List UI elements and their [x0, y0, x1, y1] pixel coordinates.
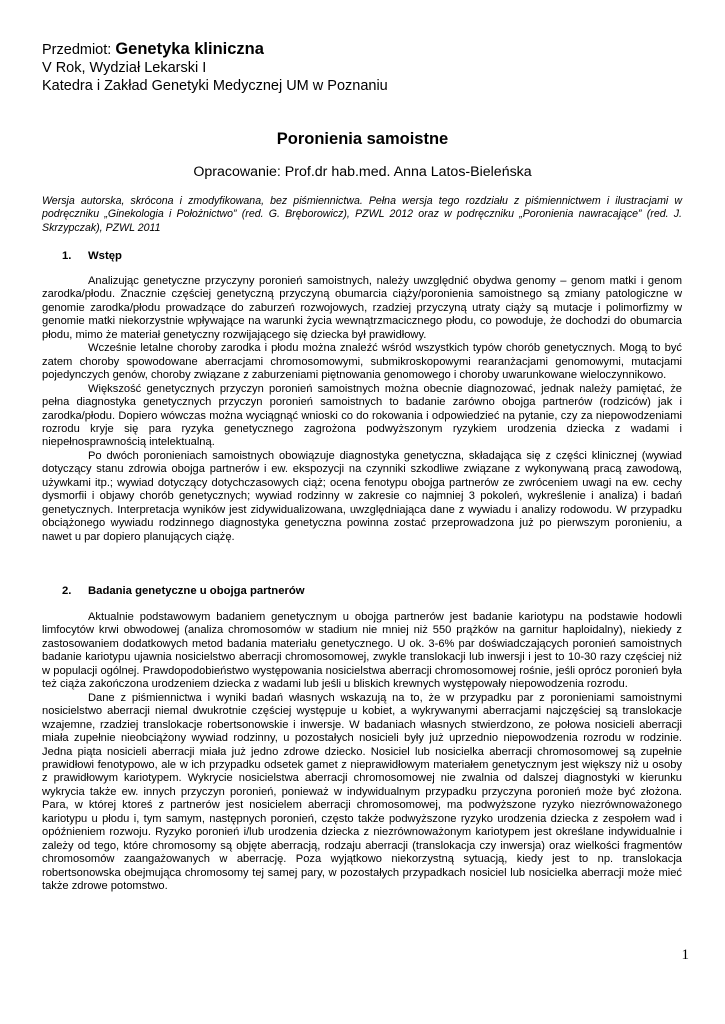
section-body-1: [42, 275, 682, 544]
section-title: Badania genetyczne u obojga partnerów: [88, 585, 305, 597]
page-number: 1: [681, 947, 689, 963]
version-note: Wersja autorska, skrócona i zmodyfikowana, bez piśmiennictwa. Pełna wersja tego rozdziału z piśmiennictwem i ilustracjami w podręczniku „Ginekologia i Położnictwo” (red. G. Bręborowicz), PZWL 2012 oraz w podręczniku „Poronienia nawracające” (red. J. Skrzypczak), PZWL 2011: [42, 195, 682, 234]
year-line: V Rok, Wydział Lekarski I: [42, 60, 207, 76]
section-heading-1: [62, 249, 122, 263]
paragraph: Wcześnie letalne choroby zarodka i płodu można znaleźć wśród wszystkich typów chorób genetycznych. Mogą to być zatem choroby spowodowane aberracjami chromosomowymi, submikroskopowymi rearanżacjami genomowymi, mutacjami pojedynczych genów, choroby związane z zaburzeniami piętnowania genomowego i choroby uwarunkowane wieloczynnikowo.: [42, 342, 682, 382]
subject-line: [42, 40, 682, 59]
section-number: 1.: [62, 250, 72, 262]
section-title: Wstęp: [88, 250, 122, 262]
document-header: [42, 40, 682, 95]
paragraph: Analizując genetyczne przyczyny poronień samoistnych, należy uwzględnić obydwa genomy – genom matki i genom zarodka/płodu. Znacznie częściej genetyczną przyczyną obumarcia ciąży/poronienia samoistnego są zmiany patologiczne w genomie zarodka/płodu prowadzące do zaburzeń rozwojowych, rzadziej przyczyną utraty ciąży są mutacje i polimorfizmy w genomie matki niekorzystnie wpływające na warunki życia wewnątrzmacicznego płodu, co powoduje, że dochodzi do obumarcia płodu, mimo że materiał genetyczny rozwijającego się dziecka był prawidłowy.: [42, 275, 682, 341]
subject-prefix: Przedmiot:: [42, 42, 116, 58]
document-title: Poronienia samoistne: [276, 130, 449, 148]
document-author: Opracowanie: Prof.dr hab.med. Anna Latos-Bieleńska: [193, 164, 532, 180]
paragraph: Po dwóch poronieniach samoistnych obowiązuje diagnostyka genetyczna, składająca się z części klinicznej (wywiad dotyczący stanu zdrowia obojga partnerów i ew. ekspozycji na czynniki szkodliwe związane z wykonywaną pracą zawodową, używkami itp.; wywiad dotyczący dotychczasowych ciąż; ocena fenotypu obojga partnerów ze zwróceniem uwagi na ew. cechy dysmorfii i objawy chorób genetycznych; wywiad rodzinny w zakresie co najmniej 3 pokoleń, wykreślenie i analiza) i badań genetycznych. Interpretacja wyników jest zidywidualizowana, uwzględniająca dane z wywiadu i analizy rodowodu. W przypadku obciążonego wywiadu rodzinnego diagnostyka genetyczna powinna zostać przeprowadzona już po pierwszym poronieniu, a nawet u par dopiero planujących ciążę.: [42, 449, 682, 543]
paragraph: Większość genetycznych przyczyn poronień samoistnych można obecnie diagnozować, jednak należy pamiętać, że pełna diagnostyka genetycznych przyczyn poronień samoistnych to badanie zarówno obojga partnerów (rodziców) jak i zarodka/płodu. Dopiero wówczas można wyciągnąć wnioski co do rokowania i odpowiedzieć na pytanie, czy za niepowodzeniami rozrodu kryje się para ryzyka genetycznego zagrożona podwyższonym ryzykiem urodzenia dziecka z wadami i niepełnosprawnością intelektualną.: [42, 382, 682, 449]
section-body-2: [42, 611, 682, 894]
subject-name: Genetyka kliniczna: [115, 40, 264, 58]
paragraph: Aktualnie podstawowym badaniem genetycznym u obojga partnerów jest badanie kariotypu na podstawie hodowli limfocytów krwi obwodowej (analiza chromosomów w stadium nie mniej niż 550 prążków na garnitur haploidalny), niekiedy z zastosowaniem dodatkowych metod badania materiału genetycznego. U ok. 3-6% par doświadczających poronień samoistnych badanie kariotypu ujawnia nosicielstwo aberracji chromosomowej, zwykle translokacji lub inwersji i jest to 10-30 razy częściej niż w populacji ogólnej. Prawdopodobieństwo występowania nosicielstwa aberracji chromosomowej rośnie, jeśli oprócz poronień była też ciąża zakończona urodzeniem dziecka z wadami lub jeśli u bliskich krewnych występowały niepowodzenia rozrodu.: [42, 611, 682, 691]
department-line: Katedra i Zakład Genetyki Medycznej UM w Poznaniu: [42, 78, 388, 94]
section-number: 2.: [62, 585, 72, 597]
paragraph: Dane z piśmiennictwa i wyniki badań własnych wskazują na to, że w przypadku par z poronieniami samoistnymi nosicielstwo aberracji niemal dwukrotnie częściej występuje u kobiet, a wykrywanymi aberracjami najczęściej są translokacje wzajemne, rzadziej translokacje robertsonowskie i inwersje. W badaniach własnych stwierdzono, ze połowa nosicieli aberracji miała zupełnie nieobciążony wywiad rodzinny, u pozostałych nosicieli były już uprzednio niepowodzenia rozrodu w rodzinie. Jedna piąta nosicieli aberracji miała już jedno zdrowe dziecko. Nosiciel lub nosicielka aberracji chromosomowej są zupełnie prawidłowi fenotypowo, ale w ich przypadku odsetek gamet z nieprawidłowym materiałem genetycznym jest większy niż u osoby z prawidłowym kariotypem. Wykrycie nosicielstwa aberracji chromosomowej nie zwalnia od dalszej diagnostyki w kierunku wykrycia także ew. innych przyczyn poronień, ponieważ w indywidualnym przypadku przyczyna poronień może być złożona. Para, w której ktoreś z partnerów jest nosicielem aberracji chromosomowej, ma podwyższone ryzyko niezrównoważonego kariotypu u płodu i, tym samym, następnych poronień, często także podwyższone ryzyko urodzenia dziecka z zespołem wad i opóźnieniem rozwoju. Ryzyko poronień i/lub urodzenia dziecka z niezrównoważonym kariotypem jest określane indywidualnie i zależy od tego, które chromosomy są objęte aberracją, rodzaju aberracji (translokacja czy inwersja) oraz wielkości fragmentów chromosomów zaangażowanych w aberrację. Poza wyjątkowo niekorzystną sytuacją, kiedy jest to np. translokacja robertsonowska obejmująca chromosomy tej samej pary, w pozostałych przypadkach nosiciel lub nosicielka aberracji może mieć także zdrowe potomstwo.: [42, 691, 682, 893]
section-heading-2: [62, 584, 305, 598]
